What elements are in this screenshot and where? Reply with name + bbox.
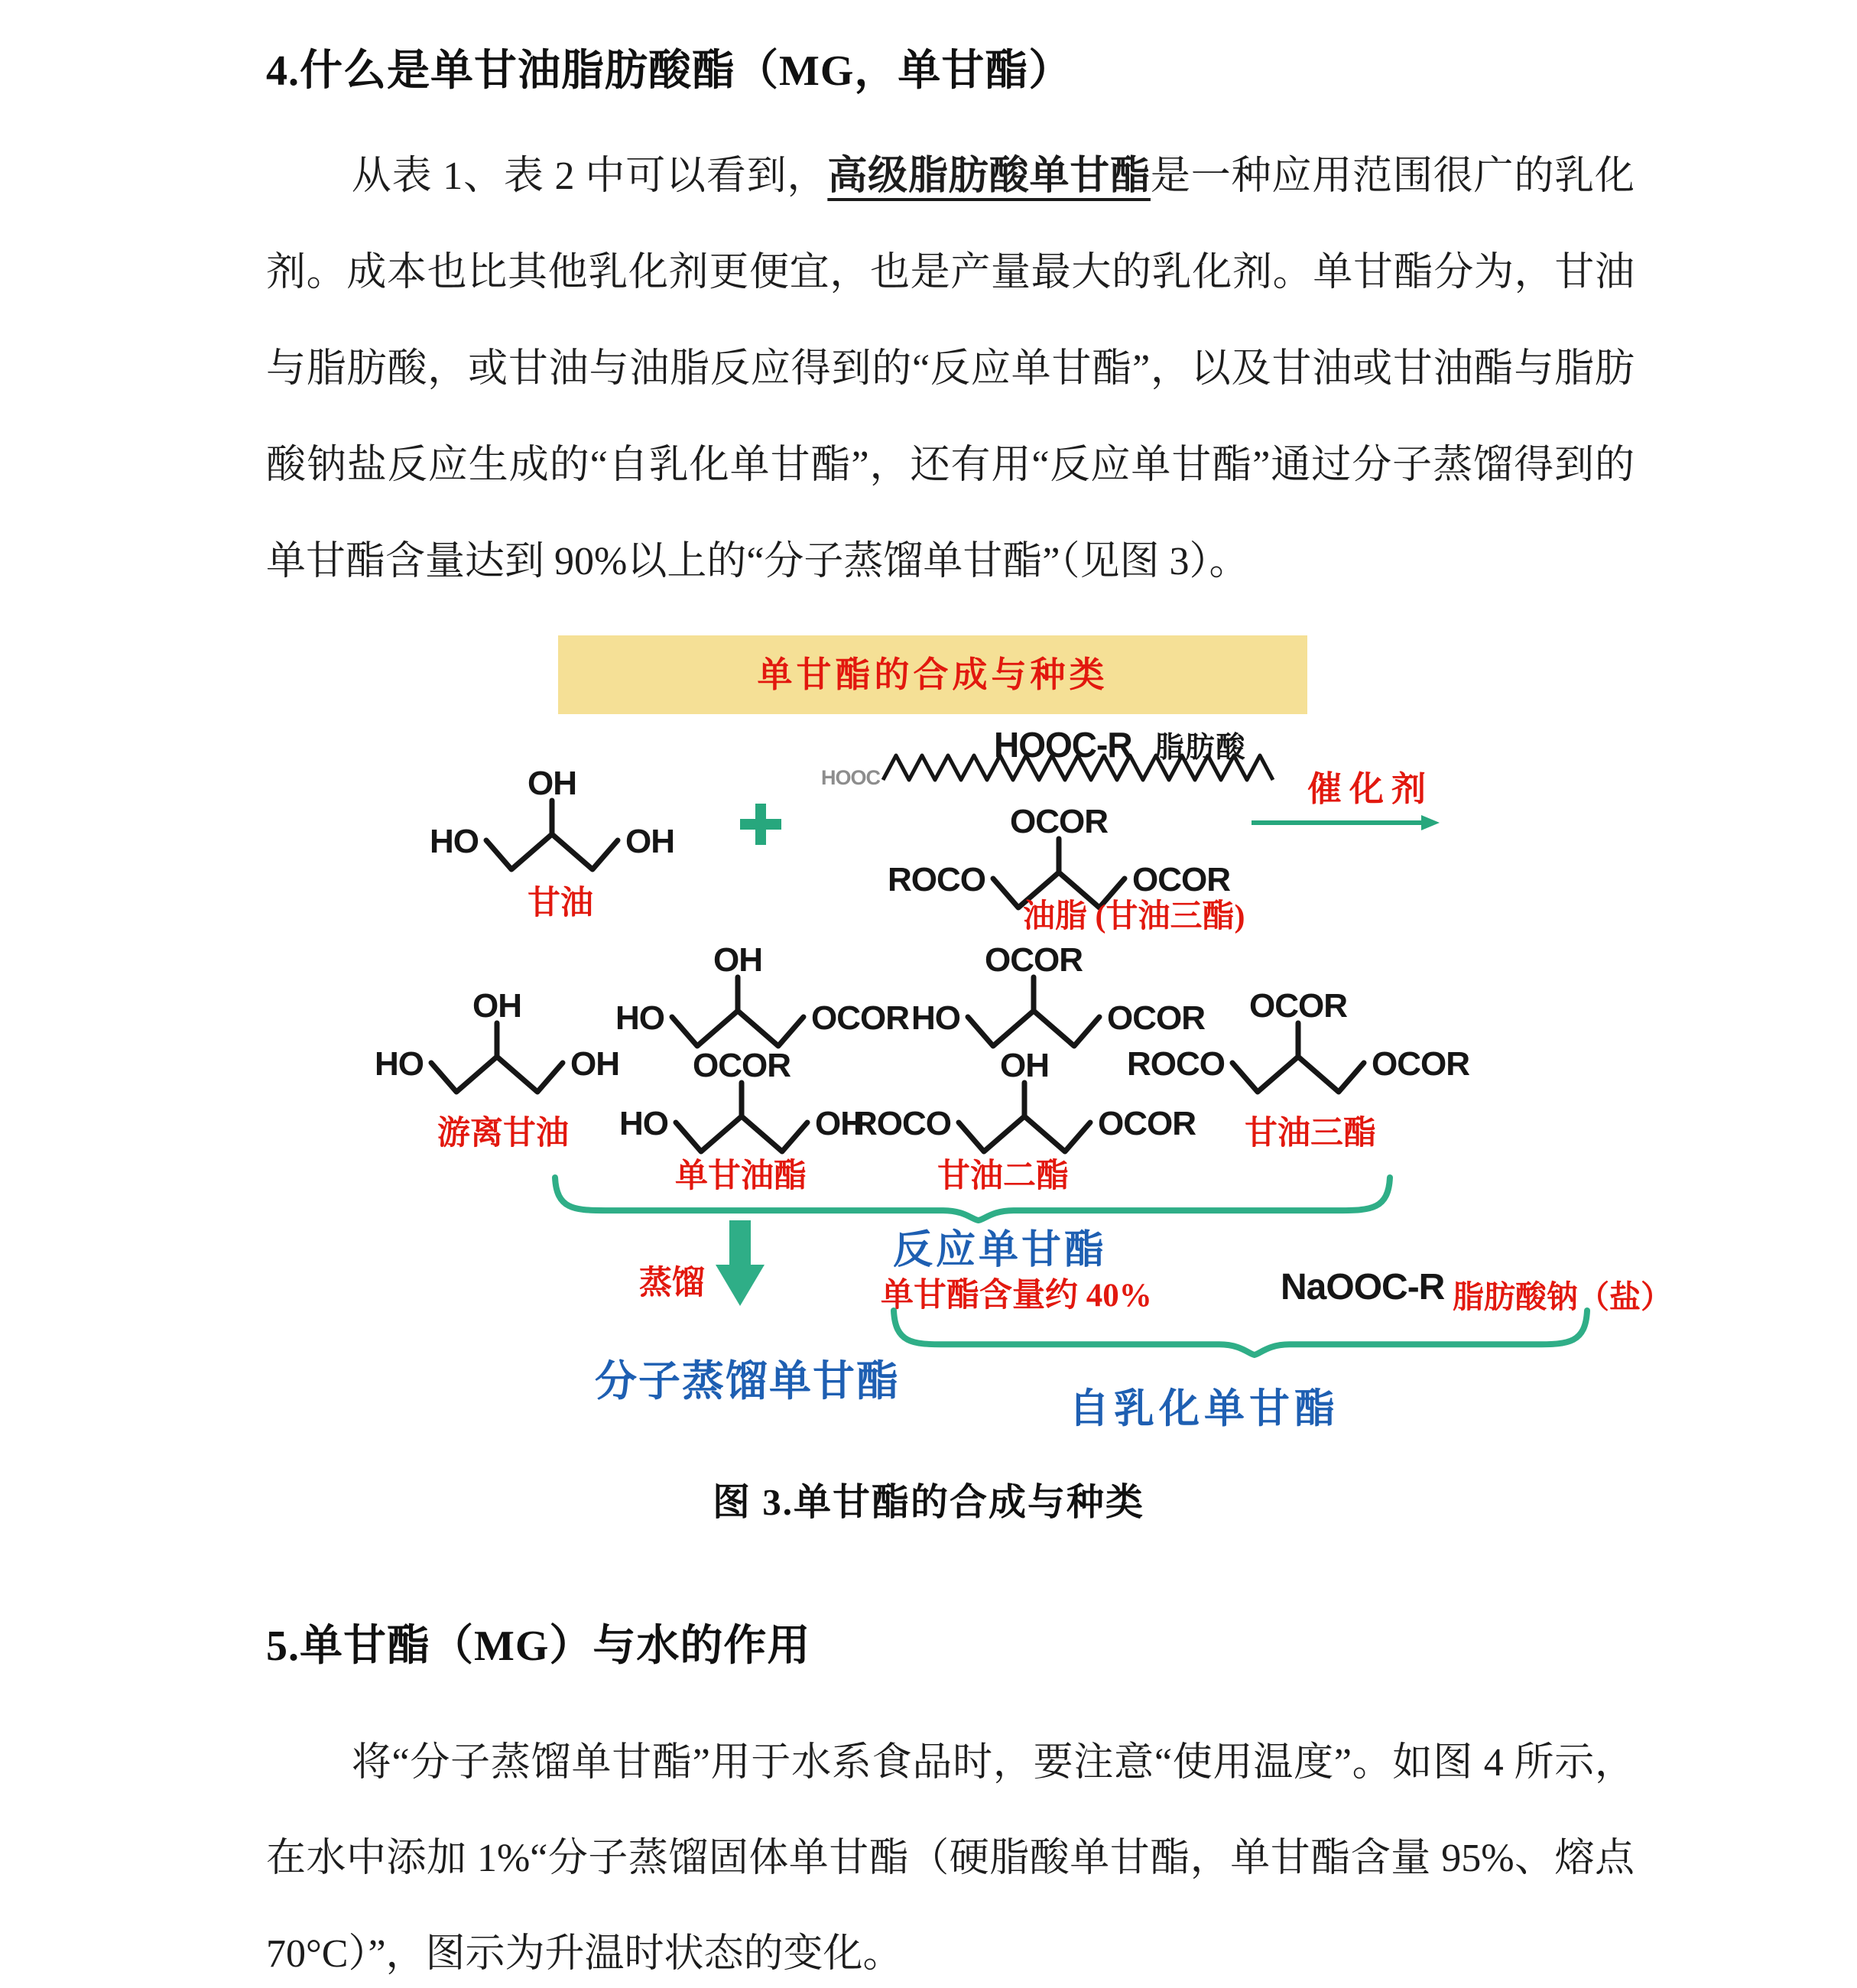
catalyst-label: 催化剂 xyxy=(1307,770,1434,808)
section-5-heading: 5.单甘酯（MG）与水的作用 xyxy=(266,1623,811,1670)
down-arrow-icon xyxy=(714,1220,766,1307)
molecular-distilled-label: 分子蒸馏单甘酯 xyxy=(595,1358,901,1405)
paragraph-1-lead: 从表 1、表 2 中可以看到， xyxy=(351,154,828,198)
sodium-soap-formula: NaOOC-R xyxy=(1281,1267,1445,1307)
svg-text:HO: HO xyxy=(375,1045,424,1083)
diglyceride-label: 甘油二酯 xyxy=(937,1158,1069,1194)
svg-text:HO: HO xyxy=(430,823,479,860)
svg-text:OH: OH xyxy=(1000,1047,1049,1084)
products-brace-icon xyxy=(552,1174,1393,1223)
paragraph-1 xyxy=(266,128,1635,610)
section-4-heading: 4.什么是单甘油脂肪酸酯（MG，单甘酯） xyxy=(266,47,1073,95)
reaction-monoglyceride-label: 反应单甘酯 xyxy=(893,1229,1108,1272)
svg-text:OH: OH xyxy=(713,941,762,979)
sodium-soap-label: 脂肪酸钠（盐） xyxy=(1453,1279,1672,1314)
svg-text:HO: HO xyxy=(615,999,664,1037)
fatty-acid-name: 脂肪酸 xyxy=(1154,732,1247,764)
svg-text:OCOR: OCOR xyxy=(1132,861,1230,898)
triglyceride-label: 甘油三酯 xyxy=(1245,1116,1376,1152)
svg-text:ROCO: ROCO xyxy=(853,1105,951,1142)
self-emulsifying-label: 自乳化单甘酯 xyxy=(1069,1387,1339,1431)
svg-text:OH: OH xyxy=(570,1045,619,1083)
svg-text:ROCO: ROCO xyxy=(888,861,985,898)
svg-text:HO: HO xyxy=(619,1105,668,1142)
distillation-label: 蒸馏 xyxy=(639,1265,705,1301)
svg-text:ROCO: ROCO xyxy=(1127,1045,1225,1083)
svg-text:OH: OH xyxy=(528,765,576,802)
monoglyceride-label: 单甘油酯 xyxy=(675,1158,807,1194)
plus-icon xyxy=(738,801,784,847)
svg-text:HO: HO xyxy=(911,999,960,1037)
figure-title-bar xyxy=(558,635,1307,714)
fatty-acid-chain-zigzag xyxy=(883,749,1273,788)
svg-text:OCOR: OCOR xyxy=(1372,1045,1469,1083)
glycerol-structure xyxy=(430,762,674,892)
figure-title: 单甘酯的合成与种类 xyxy=(757,655,1109,694)
triglyceride-structure xyxy=(1127,985,1469,1115)
paragraph-1-rest: 是一种应用范围很广的乳化剂。成本也比其他乳化剂更便宜，也是产量最大的乳化剂。单甘酯分为，甘油与脂肪酸，或甘油与油脂反应得到的“反应单甘酯”，以及甘油或甘油酯与脂肪酸钠盐反应生成的“自乳化单甘酯”，还有用“反应单甘酯”通过分子蒸馏得到的单甘酯含量达到 90%以上的“分子蒸馏单甘酯”（见图 3）。 xyxy=(266,154,1635,583)
svg-text:OCOR: OCOR xyxy=(811,999,909,1037)
svg-text:OCOR: OCOR xyxy=(1098,1105,1196,1142)
glycerol-label: 甘油 xyxy=(528,885,593,921)
emphasized-term: 高级脂肪酸单甘酯 xyxy=(827,154,1151,198)
svg-text:OCOR: OCOR xyxy=(693,1047,791,1084)
fatty-acid-chain-label: HOOC xyxy=(821,766,880,789)
fatty-acid-formula: HOOC-R xyxy=(994,725,1132,765)
reaction-arrow-icon xyxy=(1250,813,1441,833)
figure-caption: 图 3.单甘酯的合成与种类 xyxy=(712,1481,1144,1523)
self-emulsifying-brace-icon xyxy=(891,1307,1590,1358)
svg-text:OH: OH xyxy=(472,987,521,1025)
svg-text:OCOR: OCOR xyxy=(985,941,1083,979)
oil-label: 油脂 (甘油三酯) xyxy=(1023,899,1245,934)
svg-text:OCOR: OCOR xyxy=(1010,803,1108,840)
free-glycerol-label: 游离甘油 xyxy=(437,1116,569,1152)
paragraph-2: 将“分子蒸馏单甘酯”用于水系食品时，要注意“使用温度”。如图 4 所示，在水中添加 1%“分子蒸馏固体单甘酯（硬脂酸单甘酯，单甘酯含量 95%、熔点 70°C）”，图示为升温时状态的变化。 xyxy=(266,1741,1635,1976)
monoglyceride-content-label: 单甘酯含量约 40% xyxy=(881,1278,1152,1314)
figure-3-diagram xyxy=(375,627,1758,1441)
svg-text:OCOR: OCOR xyxy=(1249,987,1347,1025)
svg-text:OH: OH xyxy=(815,1105,864,1142)
free-glycerol-structure xyxy=(375,985,619,1115)
svg-text:OH: OH xyxy=(625,823,674,860)
svg-text:OCOR: OCOR xyxy=(1107,999,1205,1037)
